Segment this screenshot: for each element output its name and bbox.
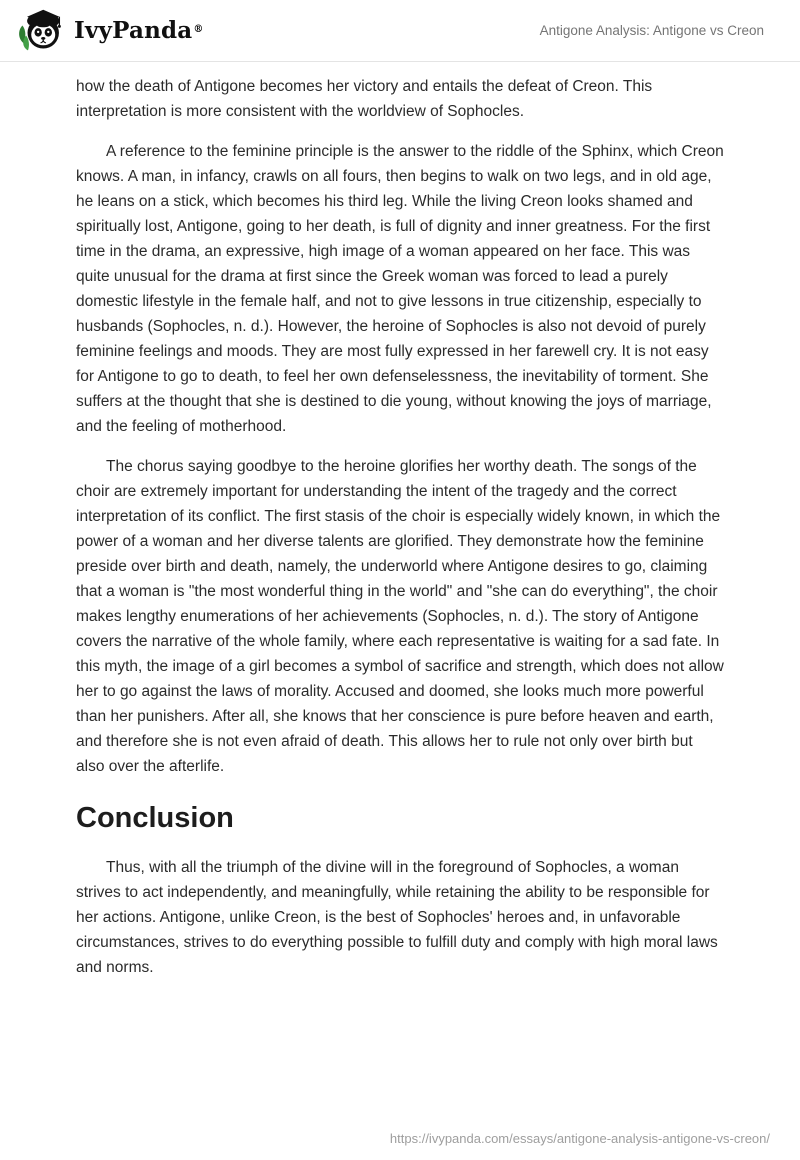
paragraph: A reference to the feminine principle is the answer to the riddle of the Sphinx, which Creon knows. A man, in infancy, crawls on all fours, then begins to walk on two legs, and in old age, he leans on a stick, which becomes his third leg. While the living Creon looks shamed and spiritually lost, Antigone, going to her death, is full of dignity and inner greatness. For the first time in the drama, an expressive, high image of a woman appeared on her face. This was quite unusual for the drama at first since the Greek woman was forced to lead a purely domestic lifestyle in the female half, and not to give lessons in true citizenship, especially to husbands (Sophocles, n. d.). However, the heroine of Sophocles is also not devoid of purely feminine feelings and moods. They are most fully expressed in her farewell cry. It is not easy for Antigone to go to death, to feel her own defenselessness, the inevitability of torment. She suffers at the thought that she is destined to die young, without knowing the joys of marriage, and the feeling of motherhood. (76, 143, 724, 435)
paragraph-continuation: how the death of Antigone becomes her victory and entails the defeat of Creon. This interpretation is more consistent with the worldview of Sophocles. (76, 78, 653, 120)
brand-name: IvyPanda (74, 17, 193, 44)
registered-mark: ® (193, 23, 204, 35)
paragraph: The chorus saying goodbye to the heroine glorifies her worthy death. The songs of the choir are extremely important for understanding the intent of the tragedy and the correct interpretation of its conflict. The first stasis of the choir is especially widely known, in which the power of a woman and her diverse talents are glorified. They demonstrate how the feminine preside over birth and death, namely, the underworld where Antigone desires to go, claiming that a woman is "the most wonderful thing in the world" and "she can do everything", the choir makes lengthy enumerations of her achievements (Sophocles, n. d.). The story of Antigone covers the narrative of the whole family, where each representative is waiting for a sad fate. In this myth, the image of a girl becomes a symbol of sacrifice and strength, which does not allow her to go against the laws of morality. Accused and doomed, she looks much more powerful than her punishers. After all, she knows that her conscience is pure before heaven and earth, and therefore she is not even afraid of death. This allows her to rule not only over birth but also over the afterlife. (76, 458, 724, 775)
document-title: Antigone Analysis: Antigone vs Creon (539, 23, 764, 38)
source-url-link[interactable]: https://ivypanda.com/essays/antigone-analysis-antigone-vs-creon/ (389, 1131, 770, 1146)
essay-body (0, 62, 800, 980)
conclusion-heading: Conclusion (76, 802, 234, 834)
page-header (0, 0, 800, 62)
conclusion-paragraph: Thus, with all the triumph of the divine will in the foreground of Sophocles, a woman strives to act independently, and meaningfully, while retaining the ability to be responsible for her actions. Antigone, unlike Creon, is the best of Sophocles' heroes and, in unfavorable circumstances, strives to do everything possible to fulfill duty and comply with high moral laws and norms. (76, 859, 718, 976)
ivypanda-panda-logo-icon (16, 7, 64, 55)
brand[interactable] (16, 7, 203, 55)
page-footer (390, 1130, 770, 1148)
